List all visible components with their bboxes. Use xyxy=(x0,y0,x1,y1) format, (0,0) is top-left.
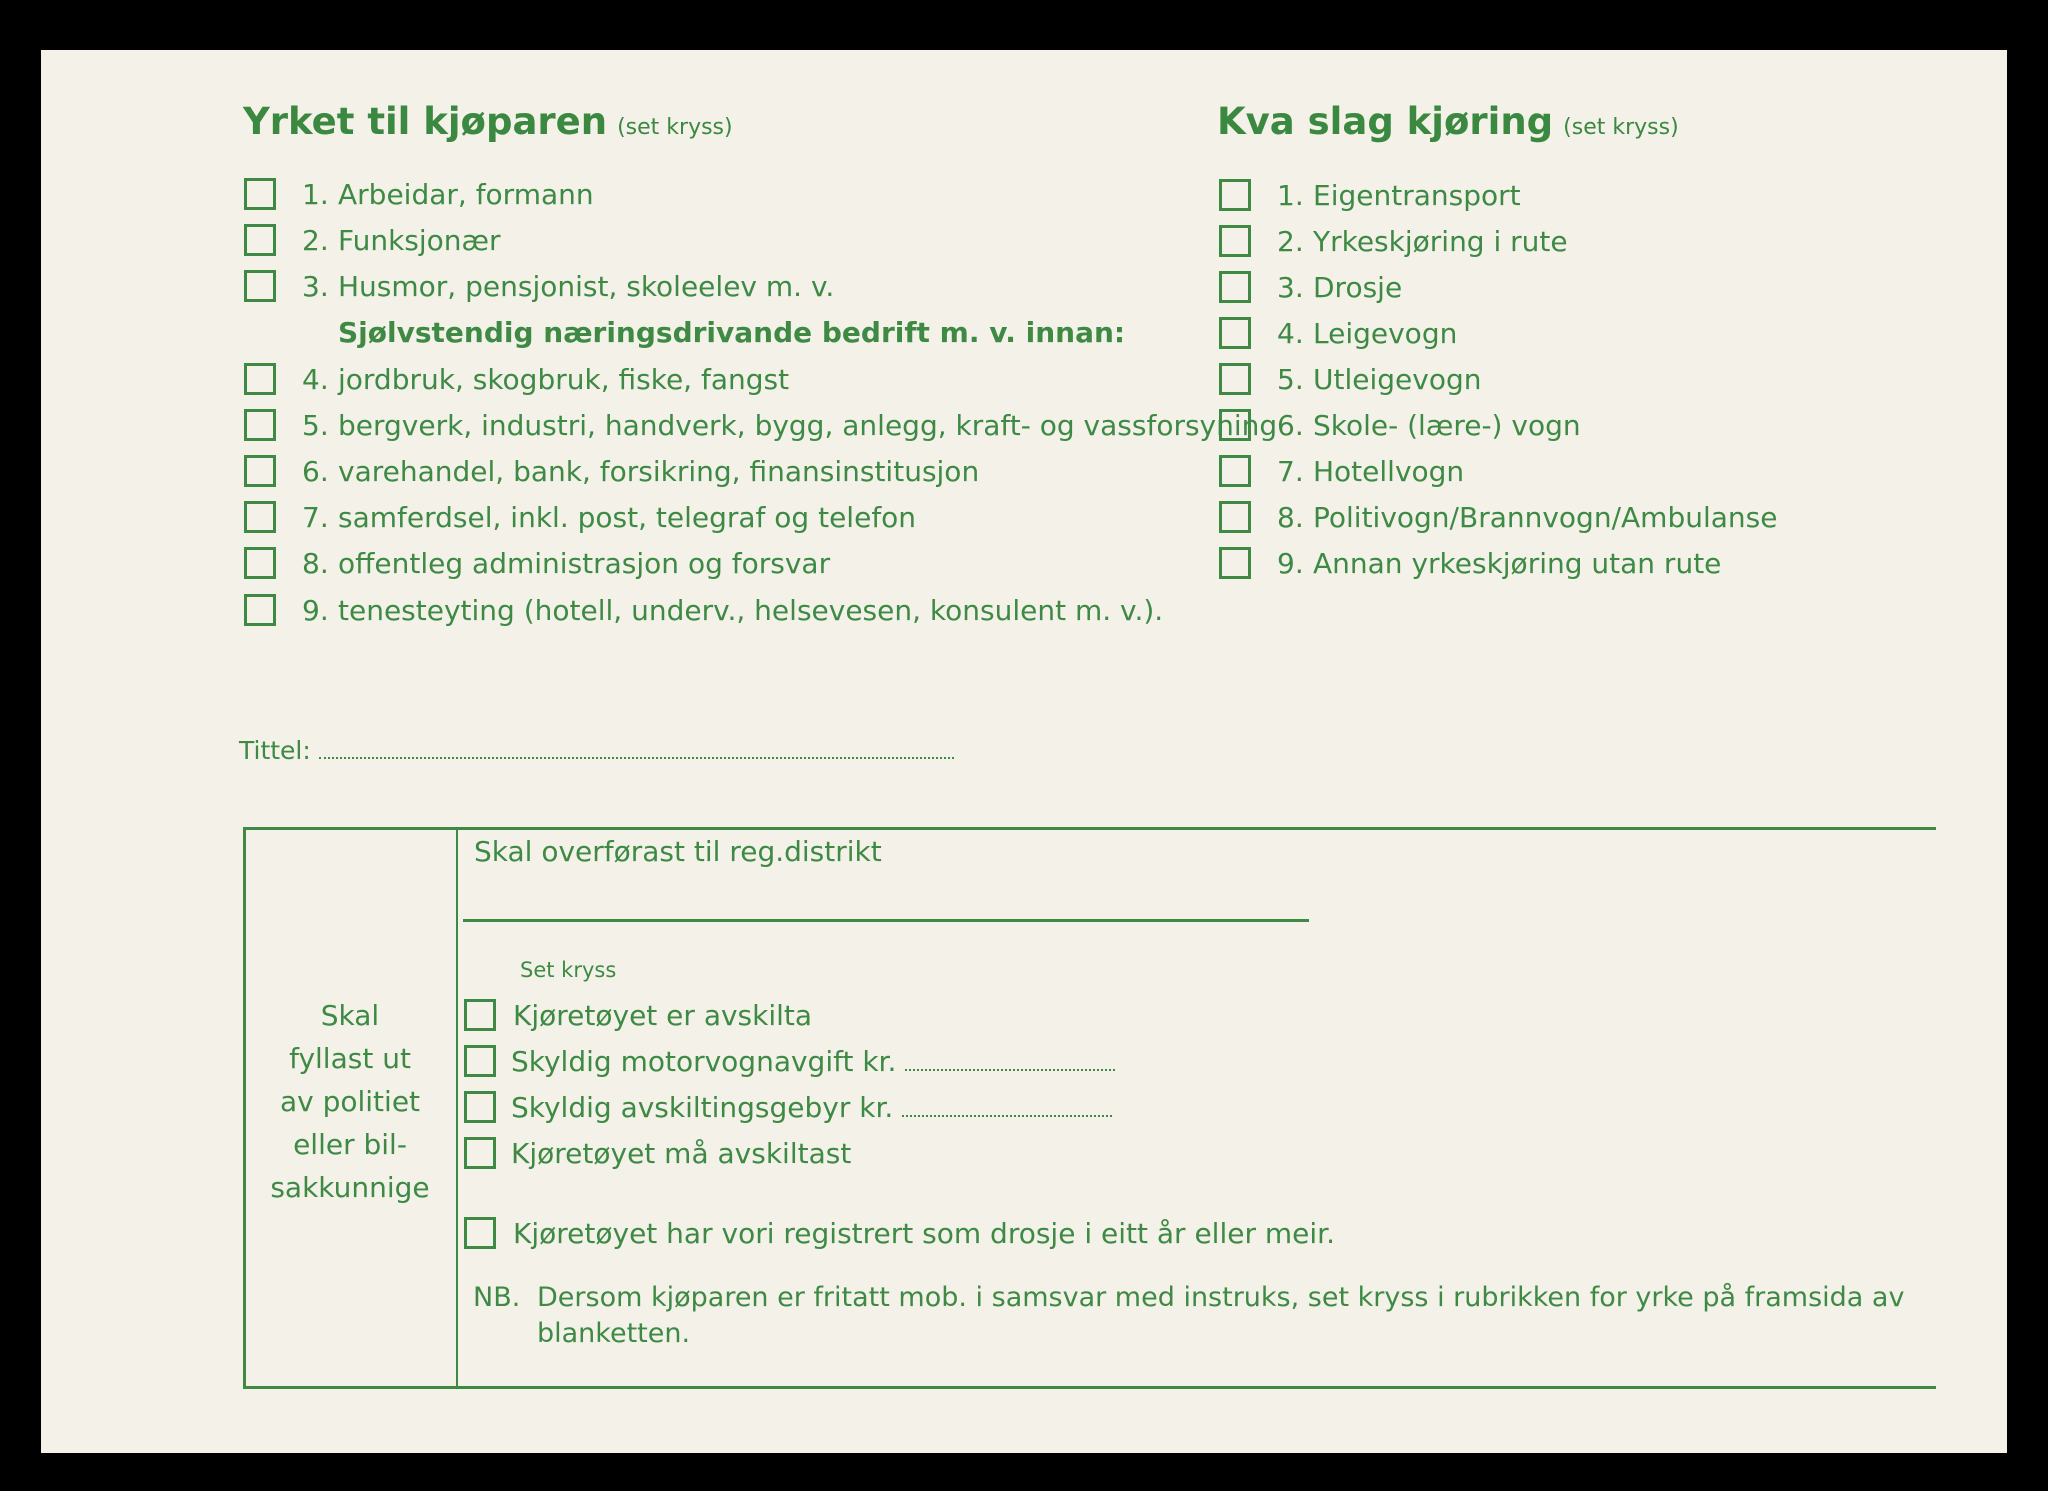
buyer-occupation-heading xyxy=(243,100,733,143)
driving-item-2 xyxy=(1277,225,1568,258)
occupation-item-3 xyxy=(302,270,834,303)
occupation-item-4 xyxy=(302,363,789,396)
taxi-registered-label: Kjøretøyet har vori registrert som drosje i eitt år eller meir. xyxy=(513,1217,1335,1250)
nb-line-2: blanketten. xyxy=(537,1318,691,1349)
motor-tax-amount-line[interactable] xyxy=(905,1069,1115,1071)
occupation-checkbox-3[interactable] xyxy=(244,270,276,302)
occupation-item-6 xyxy=(302,455,979,488)
box-left-border xyxy=(243,827,246,1389)
title-label: Tittel: xyxy=(239,736,311,765)
driving-type-note: (set kryss) xyxy=(1563,115,1679,140)
driving-item-5 xyxy=(1277,363,1481,396)
occupation-label: varehandel, bank, forsikring, finansinstitusjon xyxy=(338,455,980,488)
driving-item-9 xyxy=(1277,547,1721,580)
occupation-item-8 xyxy=(302,547,830,580)
occupation-checkbox-7[interactable] xyxy=(244,501,276,533)
avskilta-checkbox[interactable] xyxy=(464,999,496,1031)
box-bottom-border xyxy=(244,1386,1936,1389)
police-side-note xyxy=(255,994,445,1209)
driving-checkbox-4[interactable] xyxy=(1219,317,1251,349)
occupation-checkbox-6[interactable] xyxy=(244,455,276,487)
occupation-num: 3. xyxy=(302,270,329,303)
occupation-label: Husmor, pensjonist, skoleelev m. v. xyxy=(338,270,835,303)
motor-tax-checkbox[interactable] xyxy=(464,1045,496,1077)
motor-tax-label: Skyldig motorvognavgift kr. xyxy=(511,1045,897,1078)
driving-item-6 xyxy=(1277,409,1581,442)
occupation-num: 8. xyxy=(302,547,329,580)
occupation-label: offentleg administrasjon og forsvar xyxy=(338,547,831,580)
occupation-num: 1. xyxy=(302,178,329,211)
transfer-label: Skal overførast til reg.distrikt xyxy=(474,835,882,868)
side-line: Skal xyxy=(320,999,380,1032)
plate-fee-checkbox[interactable] xyxy=(464,1091,496,1123)
nb-line-1: Dersom kjøparen er fritatt mob. i samsvar med instruks, set kryss i rubrikken for yrke på framsida av xyxy=(537,1282,1905,1313)
occupation-checkbox-8[interactable] xyxy=(244,547,276,579)
driving-item-3 xyxy=(1277,271,1402,304)
occupation-checkbox-1[interactable] xyxy=(244,178,276,210)
driving-checkbox-1[interactable] xyxy=(1219,179,1251,211)
driving-num: 9. xyxy=(1277,547,1304,580)
driving-label: Skole- (lære-) vogn xyxy=(1313,409,1581,442)
self-employed-subheading: Sjølvstendig næringsdrivande bedrift m. v. innan: xyxy=(338,316,1126,349)
driving-num: 5. xyxy=(1277,363,1304,396)
driving-checkbox-7[interactable] xyxy=(1219,455,1251,487)
occupation-checkbox-2[interactable] xyxy=(244,224,276,256)
driving-type-heading xyxy=(1217,100,1679,143)
box-divider xyxy=(456,827,458,1389)
taxi-registered-checkbox[interactable] xyxy=(464,1217,496,1249)
occupation-num: 9. xyxy=(302,594,329,627)
driving-label: Utleigevogn xyxy=(1313,363,1482,396)
occupation-label: Funksjonær xyxy=(338,224,501,257)
must-deregister-checkbox[interactable] xyxy=(464,1137,496,1169)
plate-fee-amount-line[interactable] xyxy=(902,1115,1112,1117)
driving-checkbox-8[interactable] xyxy=(1219,501,1251,533)
driving-num: 7. xyxy=(1277,455,1304,488)
side-line: fyllast ut xyxy=(289,1042,411,1075)
side-line: sakkunnige xyxy=(270,1171,430,1204)
occupation-checkbox-5[interactable] xyxy=(244,409,276,441)
driving-label: Leigevogn xyxy=(1313,317,1458,350)
driving-label: Politivogn/Brannvogn/Ambulanse xyxy=(1313,501,1778,534)
occupation-label: bergverk, industri, handverk, bygg, anlegg, kraft- og vassforsyning xyxy=(338,409,1278,442)
occupation-label: samferdsel, inkl. post, telegraf og telefon xyxy=(338,501,917,534)
plate-fee-label: Skyldig avskiltingsgebyr kr. xyxy=(511,1091,894,1124)
driving-checkbox-5[interactable] xyxy=(1219,363,1251,395)
driving-item-7 xyxy=(1277,455,1464,488)
motor-tax-item xyxy=(511,1045,1115,1078)
driving-num: 3. xyxy=(1277,271,1304,304)
occupation-label: tenesteyting (hotell, underv., helsevesen, konsulent m. v.). xyxy=(338,594,1164,627)
driving-num: 2. xyxy=(1277,225,1304,258)
must-deregister-label: Kjøretøyet må avskiltast xyxy=(511,1137,852,1170)
driving-num: 1. xyxy=(1277,179,1304,212)
driving-label: Drosje xyxy=(1313,271,1403,304)
occupation-label: jordbruk, skogbruk, fiske, fangst xyxy=(338,363,790,396)
driving-checkbox-6[interactable] xyxy=(1219,409,1251,441)
occupation-item-9 xyxy=(302,594,1163,627)
occupation-item-7 xyxy=(302,501,916,534)
occupation-item-2 xyxy=(302,224,501,257)
driving-item-8 xyxy=(1277,501,1777,534)
driving-checkbox-9[interactable] xyxy=(1219,547,1251,579)
transfer-input-line[interactable] xyxy=(463,919,1309,922)
title-field xyxy=(239,736,954,765)
occupation-num: 5. xyxy=(302,409,329,442)
avskilta-label: Kjøretøyet er avskilta xyxy=(513,999,813,1032)
set-kryss-note: Set kryss xyxy=(520,958,617,982)
occupation-label: Arbeidar, formann xyxy=(338,178,594,211)
driving-checkbox-3[interactable] xyxy=(1219,271,1251,303)
box-top-border xyxy=(244,827,1936,830)
occupation-checkbox-4[interactable] xyxy=(244,363,276,395)
driving-item-4 xyxy=(1277,317,1457,350)
driving-label: Annan yrkeskjøring utan rute xyxy=(1313,547,1722,580)
driving-num: 8. xyxy=(1277,501,1304,534)
driving-label: Eigentransport xyxy=(1313,179,1521,212)
driving-num: 6. xyxy=(1277,409,1304,442)
occupation-checkbox-9[interactable] xyxy=(244,594,276,626)
side-line: av politiet xyxy=(279,1085,421,1118)
driving-checkbox-2[interactable] xyxy=(1219,225,1251,257)
driving-num: 4. xyxy=(1277,317,1304,350)
occupation-item-5 xyxy=(302,409,1277,442)
buyer-occupation-title: Yrket til kjøparen xyxy=(243,100,608,143)
occupation-num: 7. xyxy=(302,501,329,534)
nb-prefix: NB. xyxy=(473,1282,521,1313)
occupation-num: 4. xyxy=(302,363,329,396)
driving-label: Hotellvogn xyxy=(1313,455,1465,488)
buyer-occupation-note: (set kryss) xyxy=(617,115,733,140)
driving-type-title: Kva slag kjøring xyxy=(1217,100,1554,143)
driving-label: Yrkeskjøring i rute xyxy=(1313,225,1568,258)
plate-fee-item xyxy=(511,1091,1112,1124)
side-line: eller bil- xyxy=(293,1128,407,1161)
driving-item-1 xyxy=(1277,179,1521,212)
occupation-item-1 xyxy=(302,178,594,211)
occupation-num: 6. xyxy=(302,455,329,488)
title-input-line[interactable] xyxy=(319,757,954,759)
occupation-num: 2. xyxy=(302,224,329,257)
